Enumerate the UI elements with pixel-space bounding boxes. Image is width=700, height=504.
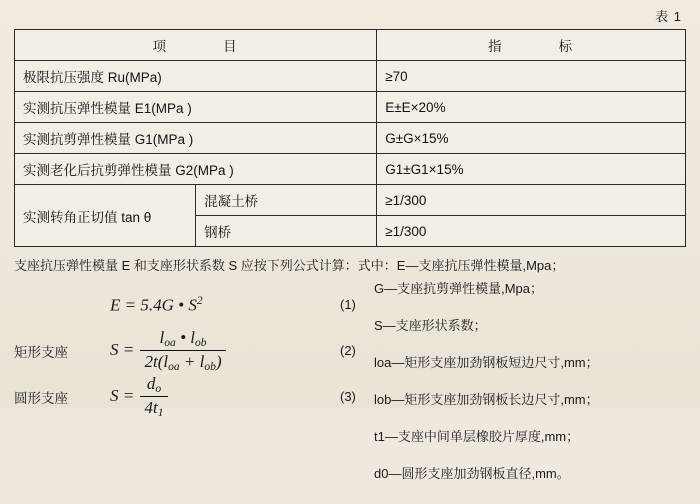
table-cell-item: 极限抗压强度 Ru(MPa) [15,61,377,92]
formula-expression-3: S = $\frac{d_o}{4t_1}$ [92,374,340,420]
table-row [15,185,686,216]
note-intro: 支座抗压弹性模量 E 和支座形状系数 S 应按下列公式计算：式中：E—支座抗压弹性模量,Mpa； [14,258,565,273]
definition-item: d0—圆形支座加劲钢板直径,mm。 [374,465,570,481]
table-cell-subitem: 混凝土桥 [196,185,377,216]
table-cell-value: E±E×20% [377,92,686,123]
definition-item: S—支座形状系数； [374,317,487,333]
table-cell-item: 实测抗压弹性模量 E1(MPa ) [15,92,377,123]
table-row [15,123,686,154]
specification-table [14,29,686,247]
definition-item: G—支座抗剪弹性模量,Mpa； [374,280,544,296]
table-row [15,92,686,123]
table-cell-item: 实测抗剪弹性模量 G1(MPa ) [15,123,377,154]
formula-label-2: 矩形支座 [14,344,68,360]
table-cell-value: ≥1/300 [377,185,686,216]
definitions-block [374,282,599,504]
definition-item: t1—支座中间单层橡胶片厚度,mm； [374,428,580,444]
formula-number-2: (2) [340,343,356,359]
table-cell-value: G1±G1×15% [377,154,686,185]
formula-number-3: (3) [340,389,356,405]
table-header-item: 项 目 [15,30,377,61]
formula-label-3: 圆形支座 [14,390,68,406]
formula-area [14,280,686,481]
formula-number-1: (1) [340,297,356,313]
table-cell-value: G±G×15% [377,123,686,154]
formula-expression-1: E = 5.4G • $S^2$ [110,294,203,315]
table-cell-value: ≥70 [377,61,686,92]
table-header-row [15,30,686,61]
table-label: 表 1 [655,9,682,24]
table-cell-item: 实测老化后抗剪弹性模量 G2(MPa ) [15,154,377,185]
table-cell-subitem: 钢桥 [196,216,377,247]
table-header-index: 指 标 [377,30,686,61]
table-row [15,61,686,92]
definition-item: lob—矩形支座加劲钢板长边尺寸,mm； [374,391,599,407]
notes-section [14,257,686,276]
table-cell-item: 实测转角正切值 tan θ [15,185,196,247]
formula-expression-2: S = $\frac{l_{oa} • l_{ob}}{2t(l_{oa} + l_{ob})}$ [92,328,340,374]
table-row [15,154,686,185]
definition-item: loa—矩形支座加劲钢板短边尺寸,mm； [374,354,599,370]
table-cell-value: ≥1/300 [377,216,686,247]
